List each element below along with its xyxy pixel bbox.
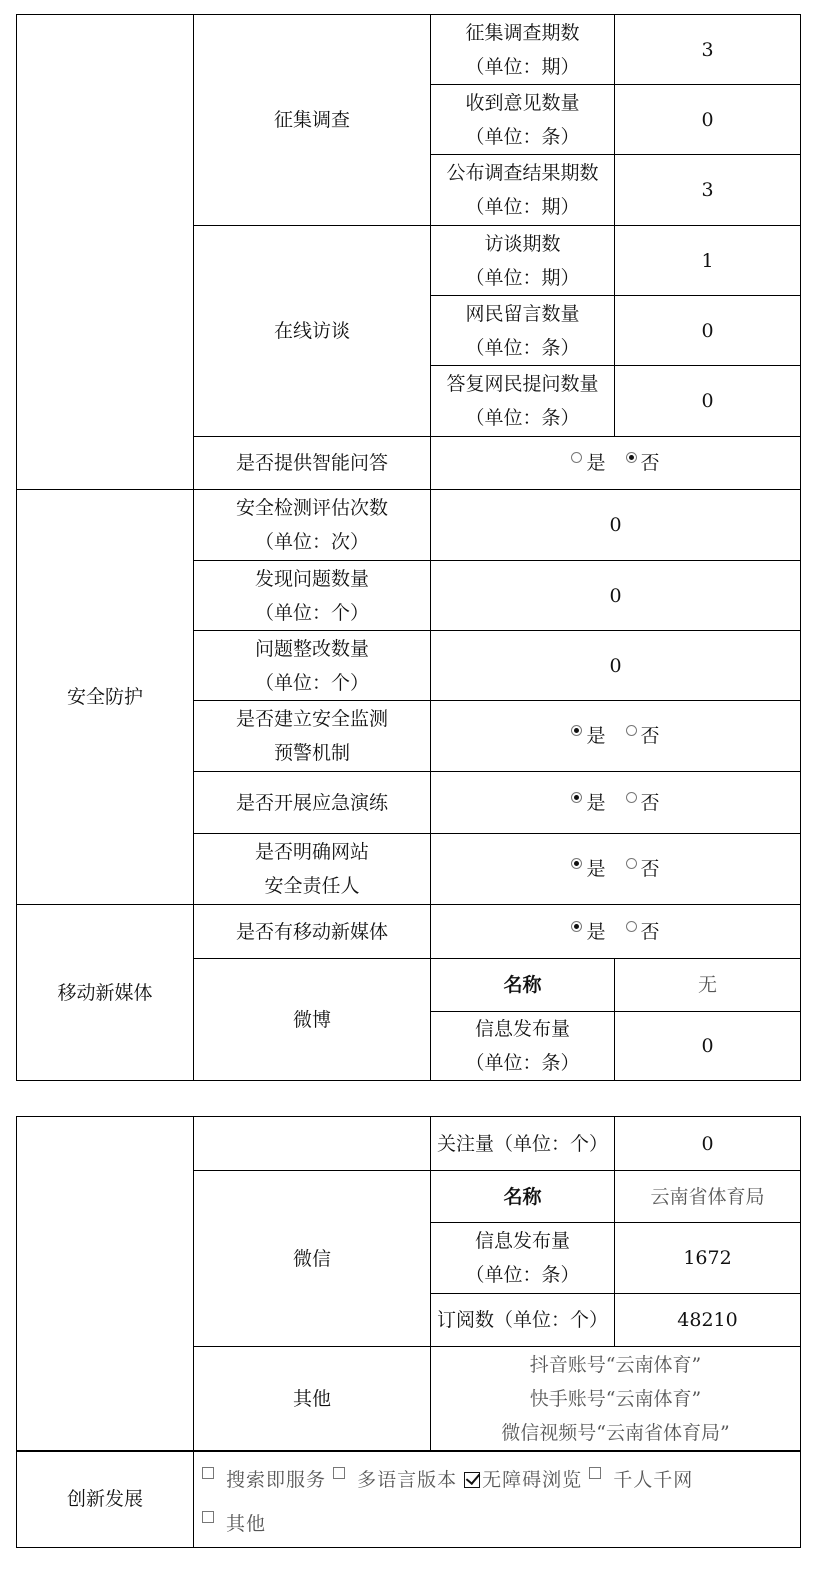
option-other: 其他 <box>202 1513 266 1535</box>
innovation-label: 创新发展 <box>17 1451 194 1548</box>
item-value: 3 <box>615 15 801 85</box>
weibo-posts-label: 信息发布量 （单位：条） <box>431 1012 615 1081</box>
item-label: 网民留言数量 （单位：条） <box>431 296 615 366</box>
weibo-name-value: 无 <box>615 959 801 1012</box>
followers-label: 关注量（单位：个） <box>431 1117 615 1171</box>
other-account-line: 微信视频号“云南省体育局” <box>501 1422 730 1444</box>
radio-yes-icon[interactable] <box>571 452 582 463</box>
item-label: 答复网民提问数量 （单位：条） <box>431 366 615 437</box>
item-label: 是否开展应急演练 <box>194 772 431 834</box>
radio-yes-icon[interactable] <box>571 725 582 736</box>
radio-no-label: 否 <box>640 452 660 474</box>
checkbox-icon[interactable] <box>202 1511 214 1523</box>
wechat-subs-label: 订阅数（单位：个） <box>431 1294 615 1347</box>
table-row <box>17 1117 801 1171</box>
table-row <box>17 905 801 959</box>
radio-yes-icon[interactable] <box>571 792 582 803</box>
qa-options <box>431 437 801 490</box>
item-label: 是否明确网站 安全责任人 <box>194 834 431 905</box>
stats-table-2 <box>16 1116 801 1452</box>
item-value: 0 <box>615 366 801 437</box>
radio-yes-icon[interactable] <box>571 858 582 869</box>
radio-no-icon[interactable] <box>626 725 637 736</box>
radio-group <box>431 905 801 959</box>
innovation-options <box>194 1451 801 1548</box>
weibo-label: 微博 <box>194 959 431 1081</box>
radio-no-label: 否 <box>640 858 660 880</box>
radio-yes-label: 是 <box>586 791 606 814</box>
radio-no-icon[interactable] <box>626 858 637 869</box>
other-label: 其他 <box>194 1347 431 1452</box>
checkbox-icon[interactable] <box>333 1467 345 1479</box>
media-label: 移动新媒体 <box>17 905 194 1081</box>
item-value: 0 <box>431 490 801 561</box>
radio-yes-label: 是 <box>586 858 606 880</box>
weibo-posts-value: 0 <box>615 1012 801 1081</box>
item-label: 征集调查期数 （单位：期） <box>431 15 615 85</box>
item-label: 是否建立安全监测 预警机制 <box>194 701 431 772</box>
radio-no-icon[interactable] <box>626 921 637 932</box>
radio-yes-label: 是 <box>586 725 606 747</box>
option-personalized: 千人千网 <box>589 1469 693 1491</box>
item-label: 发现问题数量 （单位：个） <box>194 561 431 631</box>
item-value: 1 <box>615 226 801 296</box>
item-value: 0 <box>431 561 801 631</box>
wechat-subs-value: 48210 <box>615 1294 801 1347</box>
other-account-line: 快手账号“云南体育” <box>529 1388 702 1410</box>
weibo-name-label: 名称 <box>431 959 615 1012</box>
item-value: 0 <box>615 296 801 366</box>
section-cell-blank <box>17 1117 194 1452</box>
online-label: 在线访谈 <box>194 226 431 437</box>
radio-group <box>431 772 801 834</box>
radio-no-icon[interactable] <box>626 452 637 463</box>
radio-no-label: 否 <box>640 920 660 943</box>
radio-group <box>431 834 801 905</box>
item-label: 安全检测评估次数 （单位：次） <box>194 490 431 561</box>
option-multilingual: 多语言版本 <box>333 1469 457 1491</box>
wechat-name-label: 名称 <box>431 1171 615 1223</box>
wechat-posts-value: 1672 <box>615 1223 801 1294</box>
item-label: 问题整改数量 （单位：个） <box>194 631 431 701</box>
collect-label: 征集调查 <box>194 15 431 226</box>
radio-no-icon[interactable] <box>626 792 637 803</box>
item-value: 3 <box>615 155 801 226</box>
checkbox-icon[interactable] <box>589 1467 601 1479</box>
qa-label: 是否提供智能问答 <box>194 437 431 490</box>
item-value: 0 <box>615 85 801 155</box>
radio-yes-icon[interactable] <box>571 921 582 932</box>
item-label: 公布调查结果期数 （单位：期） <box>431 155 615 226</box>
other-accounts <box>431 1347 801 1452</box>
table-row <box>17 1451 801 1548</box>
security-label: 安全防护 <box>17 490 194 905</box>
radio-no-label: 否 <box>640 725 660 747</box>
table-row <box>17 15 801 85</box>
radio-yes-label: 是 <box>586 452 606 474</box>
item-label: 是否有移动新媒体 <box>194 905 431 959</box>
option-accessible: 无障碍浏览 <box>464 1469 582 1491</box>
radio-group <box>431 701 801 772</box>
stats-table-1 <box>16 14 801 1081</box>
blank-cell <box>194 1117 431 1171</box>
radio-yes-label: 是 <box>586 920 606 943</box>
section-cell-blank <box>17 15 194 490</box>
item-label: 访谈期数 （单位：期） <box>431 226 615 296</box>
item-label: 收到意见数量 （单位：条） <box>431 85 615 155</box>
followers-value: 0 <box>615 1117 801 1171</box>
radio-no-label: 否 <box>640 791 660 814</box>
checkbox-checked-icon[interactable] <box>464 1472 480 1488</box>
option-search-service: 搜索即服务 <box>202 1469 326 1491</box>
checkbox-icon[interactable] <box>202 1467 214 1479</box>
wechat-label: 微信 <box>194 1171 431 1347</box>
item-value: 0 <box>431 631 801 701</box>
wechat-name-value: 云南省体育局 <box>615 1171 801 1223</box>
table-row <box>17 490 801 561</box>
innovation-table <box>16 1450 801 1548</box>
other-account-line: 抖音账号“云南体育” <box>529 1354 702 1376</box>
wechat-posts-label: 信息发布量 （单位：条） <box>431 1223 615 1294</box>
